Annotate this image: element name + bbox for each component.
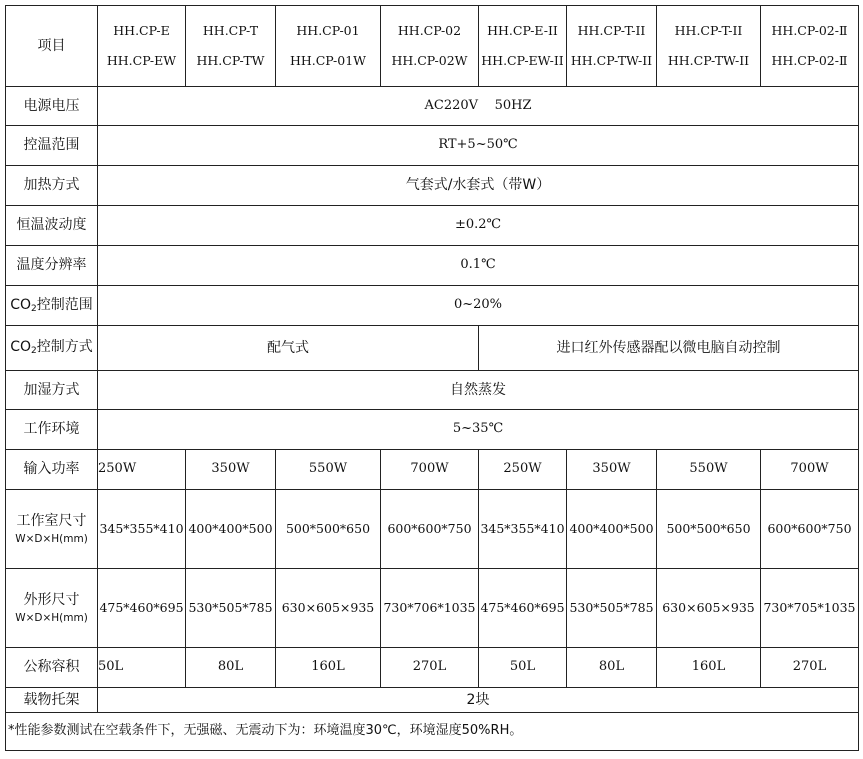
row-label: 电源电压 xyxy=(6,87,98,126)
size-cell: 630×605×935 xyxy=(276,569,381,648)
size-cell: 730*706*1035 xyxy=(381,569,479,648)
item-header: 项目 xyxy=(6,6,98,87)
row-label: 加湿方式 xyxy=(6,371,98,410)
row-co2-range xyxy=(6,286,859,326)
row-label: 外形尺寸 W×D×H(mm) xyxy=(6,569,98,648)
power-supply-value: AC220V 50HZ xyxy=(98,87,859,126)
row-temp-resolution xyxy=(6,246,859,286)
row-label: 公称容积 xyxy=(6,648,98,688)
row-label: 工作环境 xyxy=(6,410,98,450)
row-heating xyxy=(6,166,859,206)
row-label: 载物托架 xyxy=(6,688,98,713)
model-cell: HH.CP-E HH.CP-EW xyxy=(98,6,186,87)
volume-cell: 50L xyxy=(98,648,186,688)
row-temp-fluctuation xyxy=(6,206,859,246)
model-cell: HH.CP-02-Ⅱ HH.CP-02-Ⅱ xyxy=(761,6,859,87)
row-label: $CO_2$控制方式 xyxy=(6,326,98,371)
row-humidify xyxy=(6,371,859,410)
row-chamber-size xyxy=(6,490,859,569)
row-power-supply xyxy=(6,87,859,126)
row-co2-method xyxy=(6,326,859,371)
size-cell: 600*600*750 xyxy=(381,490,479,569)
model-cell: HH.CP-E-II HH.CP-EW-II xyxy=(479,6,567,87)
row-footnote xyxy=(6,713,859,751)
row-environment xyxy=(6,410,859,450)
size-cell: 475*460*695 xyxy=(98,569,186,648)
row-label: 温度分辨率 xyxy=(6,246,98,286)
shelves-value: 2块 xyxy=(98,688,859,713)
temp-range-value: RT+5~50℃ xyxy=(98,126,859,166)
row-shelves xyxy=(6,688,859,713)
model-cell: HH.CP-02 HH.CP-02W xyxy=(381,6,479,87)
power-cell: 250W xyxy=(479,450,567,490)
power-cell: 700W xyxy=(761,450,859,490)
footnote: *性能参数测试在空载条件下，无强磁、无震动下为：环境温度30℃，环境湿度50%RH。 xyxy=(6,713,859,751)
volume-cell: 270L xyxy=(381,648,479,688)
environment-value: 5~35℃ xyxy=(98,410,859,450)
header-row xyxy=(6,6,859,87)
power-cell: 350W xyxy=(567,450,657,490)
row-label: 恒温波动度 xyxy=(6,206,98,246)
temp-fluctuation-value: ±0.2℃ xyxy=(98,206,859,246)
size-cell: 475*460*695 xyxy=(479,569,567,648)
humidify-value: 自然蒸发 xyxy=(98,371,859,410)
model-cell: HH.CP-T-II HH.CP-TW-II xyxy=(657,6,761,87)
volume-cell: 80L xyxy=(567,648,657,688)
co2-method-value-left: 配气式 xyxy=(98,326,479,371)
row-temp-range xyxy=(6,126,859,166)
size-cell: 400*400*500 xyxy=(567,490,657,569)
co2-method-value-right: 进口红外传感器配以微电脑自动控制 xyxy=(479,326,859,371)
power-cell: 550W xyxy=(657,450,761,490)
size-cell: 400*400*500 xyxy=(186,490,276,569)
volume-cell: 270L xyxy=(761,648,859,688)
size-cell: 530*505*785 xyxy=(186,569,276,648)
size-cell: 530*505*785 xyxy=(567,569,657,648)
row-label: 输入功率 xyxy=(6,450,98,490)
size-cell: 600*600*750 xyxy=(761,490,859,569)
model-cell: HH.CP-01 HH.CP-01W xyxy=(276,6,381,87)
power-cell: 550W xyxy=(276,450,381,490)
row-input-power xyxy=(6,450,859,490)
power-cell: 250W xyxy=(98,450,186,490)
co2-range-value: 0~20% xyxy=(98,286,859,326)
size-cell: 345*355*410 xyxy=(479,490,567,569)
model-cell: HH.CP-T-II HH.CP-TW-II xyxy=(567,6,657,87)
size-cell: 345*355*410 xyxy=(98,490,186,569)
spec-table xyxy=(5,5,859,751)
row-label: $CO_2$控制范围 xyxy=(6,286,98,326)
power-cell: 350W xyxy=(186,450,276,490)
row-label: 控温范围 xyxy=(6,126,98,166)
volume-cell: 160L xyxy=(657,648,761,688)
volume-cell: 80L xyxy=(186,648,276,688)
size-cell: 630×605×935 xyxy=(657,569,761,648)
temp-resolution-value: 0.1℃ xyxy=(98,246,859,286)
power-cell: 700W xyxy=(381,450,479,490)
size-cell: 730*705*1035 xyxy=(761,569,859,648)
row-volume xyxy=(6,648,859,688)
volume-cell: 50L xyxy=(479,648,567,688)
row-label: 加热方式 xyxy=(6,166,98,206)
heating-value: 气套式/水套式（带W） xyxy=(98,166,859,206)
model-cell: HH.CP-T HH.CP-TW xyxy=(186,6,276,87)
row-label: 工作室尺寸 W×D×H(mm) xyxy=(6,490,98,569)
size-cell: 500*500*650 xyxy=(276,490,381,569)
size-cell: 500*500*650 xyxy=(657,490,761,569)
volume-cell: 160L xyxy=(276,648,381,688)
row-outer-size xyxy=(6,569,859,648)
